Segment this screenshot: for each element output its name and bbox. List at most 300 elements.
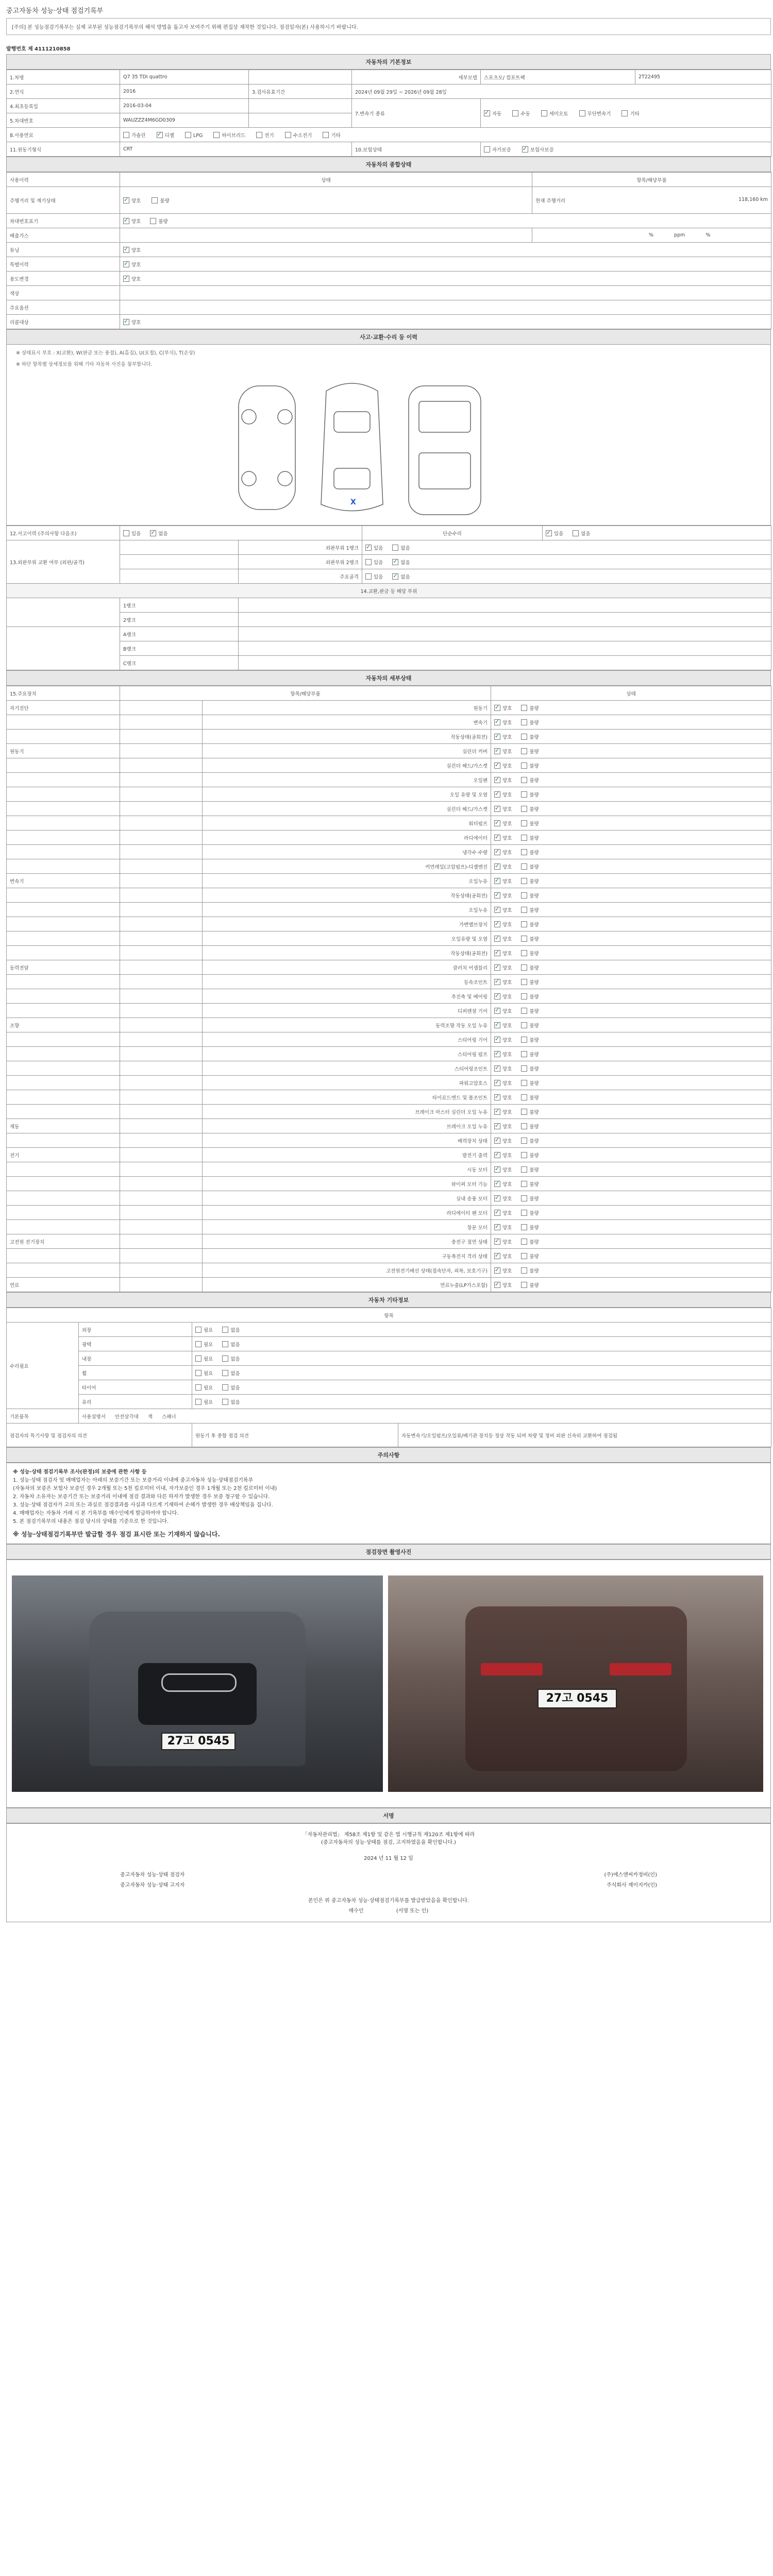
photos-section-title: 점검장면 촬영사진 bbox=[6, 1544, 771, 1560]
car-name-value: Q7 35 TDI quattro bbox=[120, 70, 249, 84]
checkbox-icon[interactable] bbox=[512, 110, 518, 116]
front-plate: 27고 0545 bbox=[161, 1733, 236, 1750]
detail-item-label: 오일누유 bbox=[203, 903, 491, 917]
detail-item-label: 가변밸브장치 bbox=[203, 917, 491, 931]
checkbox-icon[interactable] bbox=[494, 719, 500, 725]
detail-state: ✓ 양호 불량 bbox=[491, 975, 771, 989]
detail-group-label: 원동기 bbox=[7, 744, 120, 758]
detail-item-label: 냉각수 수량 bbox=[203, 845, 491, 859]
detail-item-label: 타이로드엔드 및 볼조인트 bbox=[203, 1090, 491, 1105]
detail-state: ✓ 양호 불량 bbox=[491, 1234, 771, 1249]
mileage-row-label: 주행거리 및 계기상태 bbox=[7, 187, 120, 214]
vin-value: WAUZZZ4M6GD0309 bbox=[120, 113, 249, 128]
detail-state: ✓ 양호 불량 bbox=[491, 1090, 771, 1105]
checkbox-icon[interactable] bbox=[494, 936, 500, 942]
detail-row bbox=[7, 1234, 771, 1249]
checkbox-icon[interactable] bbox=[521, 1282, 527, 1288]
car-code: 2T22495 bbox=[635, 70, 771, 84]
repair-needed-label: 수리필요 bbox=[7, 1323, 79, 1409]
detail-row bbox=[7, 989, 771, 1004]
detail-row bbox=[7, 1177, 771, 1191]
checkbox-icon[interactable] bbox=[521, 993, 527, 999]
checkbox-icon[interactable] bbox=[494, 892, 500, 899]
checkbox-icon[interactable] bbox=[521, 777, 527, 783]
checkbox-icon[interactable] bbox=[521, 936, 527, 942]
warranty-label: 10.보험상태 bbox=[352, 142, 481, 157]
checkbox-icon[interactable] bbox=[195, 1370, 201, 1376]
detail-item-label: 실내 송풍 모터 bbox=[203, 1191, 491, 1206]
sign-section-title: 서명 bbox=[6, 1808, 771, 1823]
detail-state: ✓ 양호 불량 bbox=[491, 701, 771, 715]
detail-state: ✓ 양호 불량 bbox=[491, 715, 771, 730]
checkbox-icon[interactable] bbox=[521, 863, 527, 870]
checkbox-icon[interactable] bbox=[494, 921, 500, 927]
checkbox-icon[interactable] bbox=[494, 1051, 500, 1057]
document bbox=[6, 0, 771, 1922]
notes-block: ※ 성능·상태 점검기록부 조사(판정)의 보증에 관한 사항 등 1. 성능·상태 점검자 및 매매업자는 아래의 보증기간 또는 보증거리 이내에 중고자동차 성능·상태점검기록부 (자동차의 보증은 보험사 보증인 경우 2개월 또는 5천 킬로미터 이내, 자가보증인 경우 1개월 또는 2천 킬로미터 이내) 2. 자동차 소유자는 보증기간 또는 보증거리 이내에 점검 결과와 다른 하자가 발생한 경우 보증 청구할 수 있습니다. 3. 성능·상태 점검자가 고의 또는 과실로 점검결과를 사실과 다르게 기재하여 손해가 발생한 경우 배상책임을 집니다. 4. 매매업자는 자동차 거래 시 본 기록부를 매수인에게 발급하여야 합니다. 5. 본 점검기록부의 내용은 점검 당시의 상태를 기준으로 한 것입니다. ※ 성능·상태점검기록부만 발급할 경우 점검 표시란 또는 기재하지 않습니다. bbox=[6, 1463, 771, 1544]
detail-item-label: 오일팬 bbox=[203, 773, 491, 787]
basic-row-fuel bbox=[7, 128, 771, 142]
checkbox-icon[interactable] bbox=[521, 892, 527, 899]
other-table: 항목 수리필요 외장 필요 없음 광택 필요 없음 내장 필요 없음 휠 필요 없음 타이어 필요 없음 유리 필요 없음 기본품목 사용설명서 안전삼각대 잭 스패너 점검자의 특기사항 및 점검자의 의견 원동기 후 종합 점검 의견 자동변속기/오일펌프/오일류/배기관 장치등 정상 작동 되며 차량 및 정비 외판 신속히 교환하여 점검됨 bbox=[6, 1308, 771, 1447]
inspection-period-value: 2024년 09월 29일 ~ 2026년 09월 28일 bbox=[352, 84, 771, 99]
detail-row bbox=[7, 816, 771, 831]
checkbox-icon[interactable] bbox=[494, 964, 500, 971]
checkbox-icon[interactable] bbox=[521, 1109, 527, 1115]
use-change-label: 용도변경 bbox=[7, 272, 120, 286]
detail-row bbox=[7, 1119, 771, 1133]
detail-item-label: 작동상태(공회전) bbox=[203, 888, 491, 903]
detail-row bbox=[7, 1076, 771, 1090]
checkbox-icon[interactable] bbox=[521, 907, 527, 913]
checkbox-icon[interactable] bbox=[392, 545, 398, 551]
basic-row-engine bbox=[7, 142, 771, 157]
checkbox-icon[interactable] bbox=[521, 791, 527, 798]
checkbox-icon[interactable] bbox=[521, 921, 527, 927]
detail-item-label: 충전구 절연 상태 bbox=[203, 1234, 491, 1249]
basic-row-name bbox=[7, 70, 771, 84]
detail-row bbox=[7, 1004, 771, 1018]
checkbox-icon[interactable] bbox=[494, 1022, 500, 1028]
checkbox-icon[interactable] bbox=[494, 1267, 500, 1274]
engine-opinion-text: 자동변속기/오일펌프/오일류/배기관 장치등 정상 작동 되며 차량 및 정비 외판 신속히 교환하여 점검됨 bbox=[398, 1423, 771, 1447]
checkbox-icon[interactable] bbox=[195, 1341, 201, 1347]
checkbox-icon[interactable] bbox=[494, 907, 500, 913]
checkbox-icon[interactable] bbox=[494, 1253, 500, 1259]
checkbox-icon[interactable] bbox=[494, 849, 500, 855]
transmission-label: 7.변속기 종류 bbox=[352, 99, 481, 128]
fuel-options: 가솔린 ✓ 디젤 LPG 하이브리드 전기 수소전기 기타 bbox=[120, 128, 771, 142]
car-diagram-area bbox=[6, 345, 771, 526]
detail-item-label: 발전기 출력 bbox=[203, 1148, 491, 1162]
checkbox-icon[interactable] bbox=[573, 530, 579, 536]
detail-group-label: 조향 bbox=[7, 1018, 120, 1032]
checkbox-icon[interactable] bbox=[494, 1195, 500, 1201]
detail-state: ✓ 양호 불량 bbox=[491, 744, 771, 758]
detail-item-label: 와이퍼 모터 기능 bbox=[203, 1177, 491, 1191]
detail-item-label: 연료누출(LP가스포함) bbox=[203, 1278, 491, 1292]
checkbox-icon[interactable] bbox=[494, 705, 500, 711]
checkbox-icon[interactable] bbox=[521, 1166, 527, 1173]
checkbox-icon[interactable] bbox=[150, 218, 156, 224]
detail-group-label: 자기진단 bbox=[7, 701, 120, 715]
detail-state: ✓ 양호 불량 bbox=[491, 787, 771, 802]
checkbox-icon[interactable] bbox=[285, 132, 291, 138]
detail-state: ✓ 양호 불량 bbox=[491, 859, 771, 874]
checkbox-icon[interactable] bbox=[521, 979, 527, 985]
checkbox-icon[interactable] bbox=[365, 545, 372, 551]
checkbox-icon[interactable] bbox=[195, 1327, 201, 1333]
detail-row bbox=[7, 701, 771, 715]
detail-row bbox=[7, 1162, 771, 1177]
detail-item-label: 변속기 bbox=[203, 715, 491, 730]
checkbox-icon[interactable] bbox=[157, 132, 163, 138]
detail-item-label: 실린더 헤드/가스켓 bbox=[203, 802, 491, 816]
checkbox-icon[interactable] bbox=[521, 1065, 527, 1072]
car-side-left-outline bbox=[239, 386, 295, 510]
checkbox-icon[interactable] bbox=[123, 247, 129, 253]
emission-label: 배출가스 bbox=[7, 228, 120, 243]
checkbox-icon[interactable] bbox=[494, 1181, 500, 1187]
detail-section-title: 자동차의 세부상태 bbox=[6, 670, 771, 686]
checkbox-icon[interactable] bbox=[521, 950, 527, 956]
detail-state: ✓ 양호 불량 bbox=[491, 1119, 771, 1133]
notes-heading-1: ※ 성능·상태 점검기록부 조사(판정)의 보증에 관한 사항 등 bbox=[13, 1469, 147, 1475]
accident-history-label: 12.사고이력 (주의사항 다음조) bbox=[7, 526, 120, 540]
checkbox-icon[interactable] bbox=[494, 791, 500, 798]
mileage-value-cell bbox=[532, 187, 771, 214]
checkbox-icon[interactable] bbox=[222, 1399, 228, 1405]
engine-opinion-label: 원동기 후 종합 점검 의견 bbox=[192, 1423, 398, 1447]
checkbox-icon[interactable] bbox=[195, 1384, 201, 1391]
checkbox-icon[interactable] bbox=[222, 1327, 228, 1333]
checkbox-icon[interactable] bbox=[213, 132, 220, 138]
checkbox-icon[interactable] bbox=[195, 1355, 201, 1362]
color-label: 색상 bbox=[7, 286, 120, 300]
checkbox-icon[interactable] bbox=[621, 110, 628, 116]
mark-x: X bbox=[350, 498, 356, 506]
checkbox-icon[interactable] bbox=[546, 530, 552, 536]
checkbox-icon[interactable] bbox=[222, 1355, 228, 1362]
parts-row-title: 14.교환,판금 등 해당 부위 bbox=[7, 584, 771, 598]
year-value: 2016 bbox=[120, 84, 249, 99]
special-history-label: 특별이력 bbox=[7, 257, 120, 272]
checkbox-icon[interactable] bbox=[521, 1253, 527, 1259]
detail-state: ✓ 양호 불량 bbox=[491, 845, 771, 859]
seller-name: 주식회사 제이지카(인) bbox=[607, 1883, 657, 1888]
checkbox-icon[interactable] bbox=[494, 979, 500, 985]
doc-title: 중고자동차 성능·상태 점검기록부 bbox=[6, 7, 104, 15]
recall-label: 리콜대상 bbox=[7, 315, 120, 329]
detail-row bbox=[7, 1105, 771, 1119]
photos-area bbox=[6, 1560, 771, 1808]
checkbox-icon[interactable] bbox=[521, 878, 527, 884]
checkbox-icon[interactable] bbox=[152, 197, 158, 204]
checkbox-icon[interactable] bbox=[494, 820, 500, 826]
detail-item-label: 시동 모터 bbox=[203, 1162, 491, 1177]
checkbox-icon[interactable] bbox=[521, 1195, 527, 1201]
detail-state: ✓ 양호 불량 bbox=[491, 946, 771, 960]
checkbox-icon[interactable] bbox=[521, 1022, 527, 1028]
detail-item-label: 워터펌프 bbox=[203, 816, 491, 831]
checkbox-icon[interactable] bbox=[195, 1399, 201, 1405]
receiver-label: 매수인 bbox=[348, 1908, 364, 1914]
checkbox-icon[interactable] bbox=[521, 964, 527, 971]
detail-state: ✓ 양호 불량 bbox=[491, 903, 771, 917]
checkbox-icon[interactable] bbox=[150, 530, 156, 536]
detail-item-label: 창문 모터 bbox=[203, 1220, 491, 1234]
sign-date: 2024 년 11 월 12 일 bbox=[364, 1856, 413, 1861]
checkbox-icon[interactable] bbox=[123, 132, 129, 138]
general-section-title: 자동차의 종합상태 bbox=[6, 157, 771, 172]
checkbox-icon[interactable] bbox=[522, 146, 528, 152]
detail-state: ✓ 양호 불량 bbox=[491, 1162, 771, 1177]
detail-row bbox=[7, 888, 771, 903]
checkbox-icon[interactable] bbox=[521, 1123, 527, 1129]
basic-section-title: 자동차의 기본정보 bbox=[6, 54, 771, 70]
checkbox-icon[interactable] bbox=[494, 835, 500, 841]
engine-value: CRT bbox=[120, 142, 352, 157]
detail-group-label: 연료 bbox=[7, 1278, 120, 1292]
detail-state: ✓ 양호 불량 bbox=[491, 1220, 771, 1234]
detail-item-label: 브레이크 오일 누유 bbox=[203, 1119, 491, 1133]
checkbox-icon[interactable] bbox=[521, 820, 527, 826]
checkbox-icon[interactable] bbox=[521, 1094, 527, 1100]
general-header-state: 상태 bbox=[120, 173, 532, 187]
checkbox-icon[interactable] bbox=[521, 1080, 527, 1086]
checkbox-icon[interactable] bbox=[521, 1224, 527, 1230]
detail-state: ✓ 양호 불량 bbox=[491, 1076, 771, 1090]
checkbox-icon[interactable] bbox=[222, 1341, 228, 1347]
notes-section-title: 주의사항 bbox=[6, 1447, 771, 1463]
checkbox-icon[interactable] bbox=[392, 573, 398, 580]
detail-item-label: 고전원전기배선 상태(접속단자, 피복, 보호기구) bbox=[203, 1263, 491, 1278]
detail-row bbox=[7, 1278, 771, 1292]
checkbox-icon[interactable] bbox=[222, 1384, 228, 1391]
checkbox-icon[interactable] bbox=[521, 719, 527, 725]
checkbox-icon[interactable] bbox=[494, 950, 500, 956]
checkbox-icon[interactable] bbox=[123, 530, 129, 536]
detail-row bbox=[7, 975, 771, 989]
vin-label: 5.차대번호 bbox=[7, 113, 120, 128]
checkbox-icon[interactable] bbox=[521, 1008, 527, 1014]
checkbox-icon[interactable] bbox=[365, 559, 372, 565]
detail-row bbox=[7, 1047, 771, 1061]
simple-repair-label: 단순수리 bbox=[362, 526, 543, 540]
checkbox-icon[interactable] bbox=[494, 762, 500, 769]
detail-item-label: 디퍼렌셜 기어 bbox=[203, 1004, 491, 1018]
checkbox-icon[interactable] bbox=[494, 1138, 500, 1144]
detail-row bbox=[7, 1206, 771, 1220]
checkbox-icon[interactable] bbox=[494, 1152, 500, 1158]
mileage-state: ✓ 양호 불량 bbox=[120, 187, 532, 214]
checkbox-icon[interactable] bbox=[521, 806, 527, 812]
checkbox-icon[interactable] bbox=[521, 748, 527, 754]
detail-item-label: 스티어링 펌프 bbox=[203, 1047, 491, 1061]
checkbox-icon[interactable] bbox=[521, 1267, 527, 1274]
checkbox-icon[interactable] bbox=[494, 1282, 500, 1288]
detail-row bbox=[7, 845, 771, 859]
checkbox-icon[interactable] bbox=[494, 1166, 500, 1173]
checkbox-icon[interactable] bbox=[494, 777, 500, 783]
checkbox-icon[interactable] bbox=[123, 319, 129, 325]
engine-label: 11.원동기형식 bbox=[7, 142, 120, 157]
checkbox-icon[interactable] bbox=[365, 573, 372, 580]
detail-state: ✓ 양호 불량 bbox=[491, 1249, 771, 1263]
warranty-options: 자가보증 ✓ 보험사보증 bbox=[481, 142, 771, 157]
sign-text-2: (중고자동차의 성능·상태를 점검, 고지하였음을 확인합니다.) bbox=[321, 1840, 456, 1845]
detail-row bbox=[7, 802, 771, 816]
checkbox-icon[interactable] bbox=[323, 132, 329, 138]
checkbox-icon[interactable] bbox=[494, 748, 500, 754]
doc-number-row bbox=[6, 44, 771, 52]
detail-state: ✓ 양호 불량 bbox=[491, 1105, 771, 1119]
checkbox-icon[interactable] bbox=[123, 261, 129, 267]
car-name-label: 1.차명 bbox=[7, 70, 120, 84]
detail-row bbox=[7, 758, 771, 773]
checkbox-icon[interactable] bbox=[521, 734, 527, 740]
checkbox-icon[interactable] bbox=[222, 1370, 228, 1376]
checkbox-icon[interactable] bbox=[521, 849, 527, 855]
basic-row-regdate bbox=[7, 99, 771, 113]
checkbox-icon[interactable] bbox=[521, 762, 527, 769]
options-label: 주요옵션 bbox=[7, 300, 120, 315]
detail-item-label: 동력조향 작동 오일 누유 bbox=[203, 1018, 491, 1032]
detail-state: ✓ 양호 불량 bbox=[491, 730, 771, 744]
checkbox-icon[interactable] bbox=[494, 1065, 500, 1072]
checkbox-icon[interactable] bbox=[494, 1008, 500, 1014]
doc-number-label: 발행번호 제 bbox=[6, 46, 33, 52]
detail-row bbox=[7, 1191, 771, 1206]
detail-row bbox=[7, 946, 771, 960]
legend-line-2: ※ 하단 항목별 상세정보를 위해 기타 자동차 사진을 첨부합니다. bbox=[16, 362, 153, 367]
checkbox-icon[interactable] bbox=[494, 1224, 500, 1230]
checkbox-icon[interactable] bbox=[256, 132, 262, 138]
detail-row bbox=[7, 1133, 771, 1148]
detail-row bbox=[7, 960, 771, 975]
detail-table bbox=[6, 686, 771, 1292]
detail-item-label: 배력장치 상태 bbox=[203, 1133, 491, 1148]
general-table: 사용이력 상태 항목/해당부품 주행거리 및 계기상태 ✓ 양호 불량 현재 주행거리 118,160 km 차대번호표기 ✓ 양호 불량 배출가스 % ppm % 튜닝 ✓ 양호 특별이력 ✓ 양호 용도변경 ✓ 양호 색상 주요옵션 리콜대상 ✓ 양호 bbox=[6, 172, 771, 329]
checkbox-icon[interactable] bbox=[521, 1239, 527, 1245]
detail-state: ✓ 양호 불량 bbox=[491, 960, 771, 975]
detail-state: ✓ 양호 불량 bbox=[491, 1206, 771, 1220]
receiver-row bbox=[7, 1906, 770, 1914]
checkbox-icon[interactable] bbox=[494, 1123, 500, 1129]
detail-row bbox=[7, 1061, 771, 1076]
checkbox-icon[interactable] bbox=[494, 1094, 500, 1100]
checkbox-icon[interactable] bbox=[521, 1181, 527, 1187]
checkbox-icon[interactable] bbox=[494, 806, 500, 812]
regdate-value: 2016-03-04 bbox=[120, 99, 249, 113]
checkbox-icon[interactable] bbox=[185, 132, 191, 138]
basic-items-label: 기본품목 bbox=[7, 1409, 79, 1423]
detail-state: ✓ 양호 불량 bbox=[491, 1133, 771, 1148]
checkbox-icon[interactable] bbox=[521, 705, 527, 711]
detail-row bbox=[7, 1263, 771, 1278]
checkbox-icon[interactable] bbox=[494, 993, 500, 999]
tuning-label: 튜닝 bbox=[7, 243, 120, 257]
checkbox-icon[interactable] bbox=[521, 1138, 527, 1144]
detail-row bbox=[7, 730, 771, 744]
checkbox-icon[interactable] bbox=[123, 197, 129, 204]
checkbox-icon[interactable] bbox=[521, 1210, 527, 1216]
rear-photo bbox=[388, 1575, 763, 1792]
checkbox-icon[interactable] bbox=[494, 878, 500, 884]
checkbox-icon[interactable] bbox=[494, 734, 500, 740]
detail-item-label: 작동상태(공회전) bbox=[203, 730, 491, 744]
detail-row bbox=[7, 1018, 771, 1032]
detail-row bbox=[7, 1090, 771, 1105]
detail-state: ✓ 양호 불량 bbox=[491, 917, 771, 931]
detail-state: ✓ 양호 불량 bbox=[491, 888, 771, 903]
detail-group-label: 제동 bbox=[7, 1119, 120, 1133]
checkbox-icon[interactable] bbox=[484, 146, 490, 152]
detail-header-device: 15.주요장치 bbox=[7, 686, 120, 701]
checkbox-icon[interactable] bbox=[494, 1210, 500, 1216]
detail-state: ✓ 양호 불량 bbox=[491, 758, 771, 773]
checkbox-icon[interactable] bbox=[484, 110, 490, 116]
submodel-label: 세부모델 bbox=[352, 70, 481, 84]
detail-item-label: 브레이크 마스터 실린더 오일 누유 bbox=[203, 1105, 491, 1119]
rear-plate: 27고 0545 bbox=[537, 1689, 617, 1708]
detail-row bbox=[7, 787, 771, 802]
checkbox-icon[interactable] bbox=[123, 276, 129, 282]
checkbox-icon[interactable] bbox=[579, 110, 585, 116]
detail-state: ✓ 양호 불량 bbox=[491, 1061, 771, 1076]
detail-state: ✓ 양호 불량 bbox=[491, 1177, 771, 1191]
checkbox-icon[interactable] bbox=[521, 835, 527, 841]
checkbox-icon[interactable] bbox=[521, 1037, 527, 1043]
detail-item-label: 클러치 어셈블리 bbox=[203, 960, 491, 975]
detail-state: ✓ 양호 불량 bbox=[491, 1191, 771, 1206]
detail-item-label: 스티어링조인트 bbox=[203, 1061, 491, 1076]
checkbox-icon[interactable] bbox=[123, 218, 129, 224]
checkbox-icon[interactable] bbox=[521, 1152, 527, 1158]
detail-item-label: 등속조인트 bbox=[203, 975, 491, 989]
checkbox-icon[interactable] bbox=[494, 1109, 500, 1115]
car-top-outline bbox=[321, 383, 383, 511]
detail-state: ✓ 양호 불량 bbox=[491, 1148, 771, 1162]
detail-item-label: 오일누유 bbox=[203, 874, 491, 888]
notes-heading-2: ※ 성능·상태점검기록부만 발급할 경우 점검 표시란 또는 기재하지 않습니다. bbox=[13, 1531, 220, 1538]
detail-state: ✓ 양호 불량 bbox=[491, 931, 771, 946]
checkbox-icon[interactable] bbox=[521, 1051, 527, 1057]
checkbox-icon[interactable] bbox=[494, 1037, 500, 1043]
detail-state: ✓ 양호 불량 bbox=[491, 874, 771, 888]
detail-header-item: 항목/해당부품 bbox=[120, 686, 491, 701]
checkbox-icon[interactable] bbox=[494, 863, 500, 870]
detail-item-label: 원동기 bbox=[203, 701, 491, 715]
checkbox-icon[interactable] bbox=[494, 1080, 500, 1086]
detail-header-state: 상태 bbox=[491, 686, 771, 701]
fuel-label: 8.사용연료 bbox=[7, 128, 120, 142]
inspector-label: 중고자동차 성능·상태 점검자 bbox=[120, 1872, 185, 1878]
detail-item-label: 라디에이터 bbox=[203, 831, 491, 845]
checkbox-icon[interactable] bbox=[494, 1239, 500, 1245]
checkbox-icon[interactable] bbox=[392, 559, 398, 565]
detail-item-label: 라디에이터 팬 모터 bbox=[203, 1206, 491, 1220]
receiver-sign[interactable]: (서명 또는 인) bbox=[396, 1908, 429, 1914]
checkbox-icon[interactable] bbox=[541, 110, 547, 116]
inspection-period-label: 3.검사유효기간 bbox=[249, 84, 352, 99]
detail-state: ✓ 양호 불량 bbox=[491, 1004, 771, 1018]
opinion-label: 점검자의 특기사항 및 점검자의 의견 bbox=[7, 1423, 192, 1447]
detail-row bbox=[7, 744, 771, 758]
basic-table bbox=[6, 70, 771, 157]
detail-item-label: 실린더 커버 bbox=[203, 744, 491, 758]
detail-state: ✓ 양호 불량 bbox=[491, 1032, 771, 1047]
